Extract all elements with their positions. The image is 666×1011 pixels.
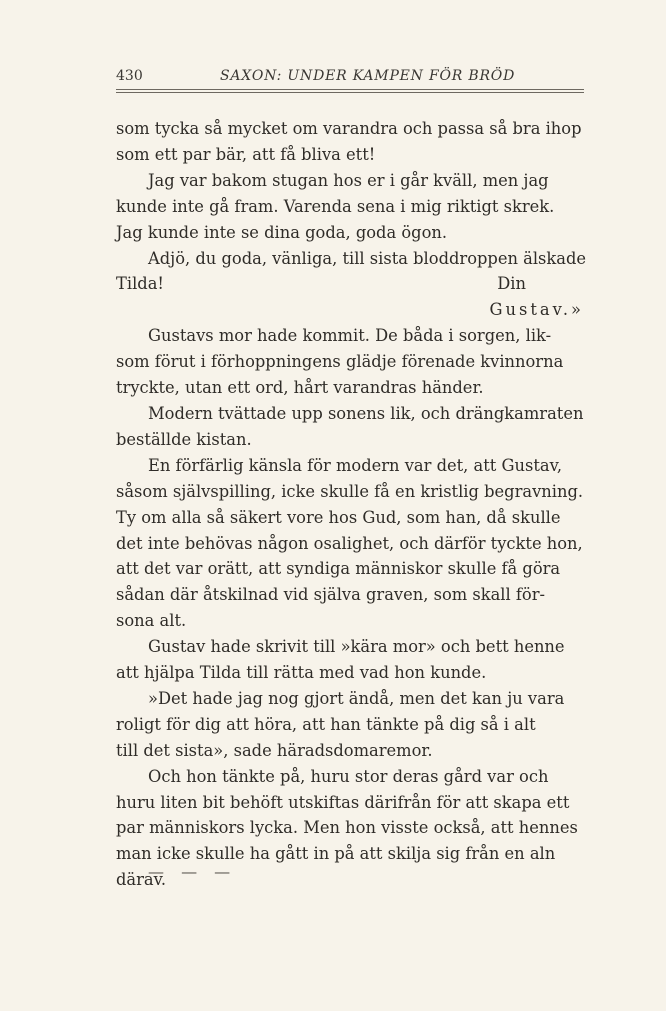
text-line: kunde inte gå fram. Varenda sena i mig riktigt skrek. (116, 196, 555, 216)
narrative-text (116, 323, 584, 893)
text-line: därav. (116, 870, 167, 890)
text-line: Modern tvättade upp sonens lik, och drängkamraten (148, 403, 584, 423)
text-line: »Det hade jag nog gjort ändå, men det kan ju vara (148, 688, 565, 708)
text-line: Jag var bakom stugan hos er i går kväll, men jag (148, 170, 549, 190)
header-rule (116, 89, 584, 93)
text-line: Adjö, du goda, vänliga, till sista bloddroppen älskade (148, 248, 587, 268)
letter-closing-line (116, 271, 584, 297)
text-line: par människors lycka. Men hon visste också, att hennes (116, 818, 578, 838)
text-line: Och hon tänkte på, huru stor deras gård var och (148, 766, 549, 786)
page-header (116, 64, 584, 86)
text-line: som tycka så mycket om varandra och passa så bra ihop (116, 119, 582, 138)
text-line: man icke skulle ha gått in på att skilja sig från en aln (116, 844, 556, 864)
letter-signature: Gustav.» (489, 300, 584, 320)
text-line: tryckte, utan ett ord, hårt varandras händer. (116, 378, 484, 398)
text-line: såsom självspilling, icke skulle få en kristlig begravning. (116, 481, 584, 501)
text-line: Gustavs mor hade kommit. De båda i sorgen, lik- (148, 326, 552, 346)
text-line: att det var orätt, att syndiga människor skulle få göra (116, 559, 561, 579)
text-line: huru liten bit behöft utskiftas därifrån för att skapa ett (116, 792, 570, 812)
text-line: att hjälpa Tilda till rätta med vad hon kunde. (116, 663, 487, 683)
text-line: beställde kistan. (116, 429, 252, 449)
text-line: som förut i förhoppningens glädje förenade kvinnorna (116, 352, 564, 372)
text-line: Ty om alla så säkert vore hos Gud, som han, då skulle (116, 507, 561, 527)
letter-text (116, 116, 587, 271)
section-end-marks: — — — (148, 862, 237, 881)
closing-word: Din (497, 274, 526, 294)
page-number: 430 (116, 68, 143, 84)
text-line: sådan där åtskilnad vid själva graven, som skall för- (116, 585, 545, 605)
text-line: Gustav hade skrivit till »kära mor» och bett henne (148, 637, 565, 657)
text-line: som ett par bär, att få bliva ett! (116, 144, 376, 164)
text-line: till det sista», sade häradsdomaremor. (116, 740, 433, 760)
text-line: sona alt. (116, 611, 187, 631)
text-line: Jag kunde inte se dina goda, goda ögon. (116, 222, 448, 242)
text-line: En förfärlig känsla för modern var det, att Gustav, (148, 455, 563, 475)
running-title: SAXON: UNDER KAMPEN FÖR BRÖD (220, 68, 516, 84)
body-text (116, 116, 587, 893)
text-line: det inte behövas någon osalighet, och därför tyckte hon, (116, 533, 583, 553)
closing-addressee: Tilda! (116, 274, 164, 294)
text-line: roligt för dig att höra, att han tänkte på dig så i alt (116, 714, 536, 734)
